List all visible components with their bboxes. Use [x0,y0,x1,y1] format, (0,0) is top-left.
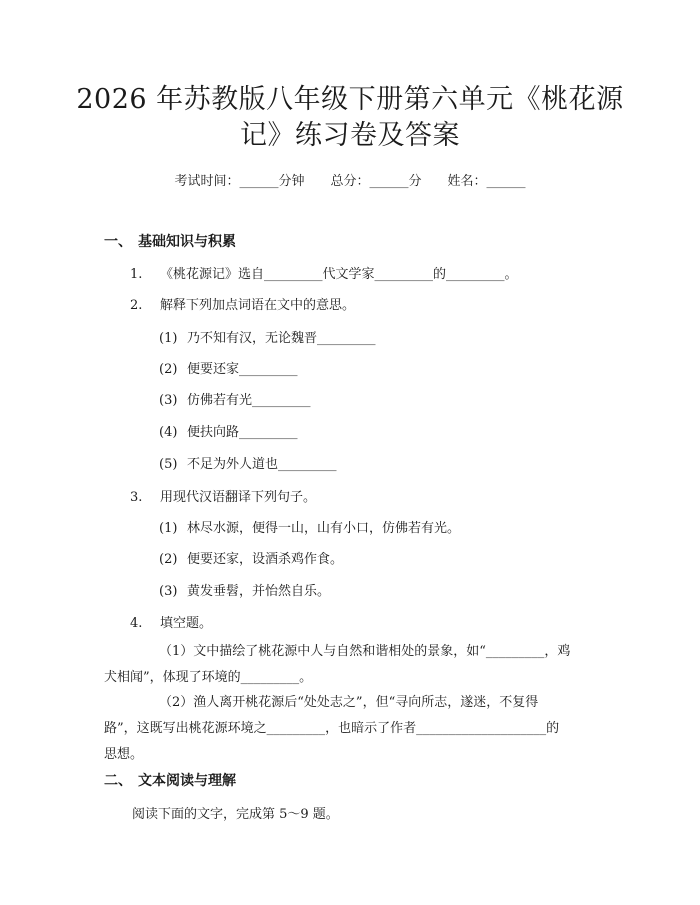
total-score-field: 总分：______分 [330,174,422,189]
item-number: (2) [159,362,178,377]
section-2-intro: 阅读下面的文字，完成第 5～9 题。 [132,807,339,822]
item-text: 黄发垂髫，并怡然自乐。 [187,584,331,599]
section-1-number: 一、 [104,234,132,250]
question-3-text: 用现代汉语翻译下列句子。 [160,490,317,505]
question-2-item-2 [159,358,298,377]
item-number: (3) [159,584,178,599]
item-number: (1) [159,331,178,346]
question-4-item-1 [104,639,594,691]
item-text: 便扶向路_________ [187,425,298,440]
document-title-line-1: 2026 年苏教版八年级下册第六单元《桃花源 [76,84,624,115]
question-4-item-1-line-2: 犬相闻”，体现了环境的_________。 [104,670,313,685]
question-3 [130,486,316,505]
student-name-field: 姓名：______ [447,174,526,189]
item-number: (5) [159,457,178,472]
item-text: 仿佛若有光_________ [187,393,311,408]
question-2-number: 2. [130,298,143,313]
item-text: 不足为外人道也_________ [187,457,337,472]
question-2-item-3 [159,389,311,408]
question-4-number: 4. [130,616,143,631]
question-2-item-5 [159,453,337,472]
section-2-number: 二、 [104,773,132,789]
document-title-line-2: 记》练习卷及答案 [240,120,460,151]
question-3-number: 3. [130,490,143,505]
item-text: 便要还家_________ [187,362,298,377]
item-text: 便要还家，设酒杀鸡作食。 [187,552,344,567]
question-4 [130,612,212,631]
question-2 [130,294,355,313]
question-1 [130,263,518,282]
question-2-item-4 [159,421,298,440]
section-2-title: 文本阅读与理解 [138,773,236,789]
item-number: (2) [159,552,178,567]
exam-info-bar [0,170,700,189]
question-1-number: 1. [130,267,143,282]
item-text: 林尽水源，便得一山，山有小口，仿佛若有光。 [187,521,461,536]
section-1-heading [104,231,236,251]
question-4-item-2-line-2: 路”，这既写出桃花源环境之_________，也暗示了作者____________________的 [104,721,560,736]
question-3-item-3 [159,580,330,599]
question-1-text: 《桃花源记》选自_________代文学家_________的_________。 [160,267,518,282]
section-2-heading [104,770,236,790]
question-4-text: 填空题。 [160,616,213,631]
question-2-item-1 [159,327,376,346]
question-2-text: 解释下列加点词语在文中的意思。 [160,298,356,313]
item-number: (4) [159,425,178,440]
item-number: (1) [159,521,178,536]
question-4-item-2-line-3: 思想。 [104,747,144,762]
question-4-item-2 [104,690,594,768]
section-1-title: 基础知识与积累 [138,234,236,250]
exam-time-field: 考试时间：______分钟 [174,174,305,189]
question-4-item-2-line-1: （2）渔人离开桃花源后“处处志之”，但“寻向所志，遂迷，不复得 [159,695,539,710]
question-3-item-2 [159,548,343,567]
question-3-item-1 [159,517,460,536]
item-text: 乃不知有汉，无论魏晋_________ [187,331,376,346]
question-4-item-1-line-1: （1）文中描绘了桃花源中人与自然和谐相处的景象，如“_________，鸡 [159,644,571,659]
item-number: (3) [159,393,178,408]
